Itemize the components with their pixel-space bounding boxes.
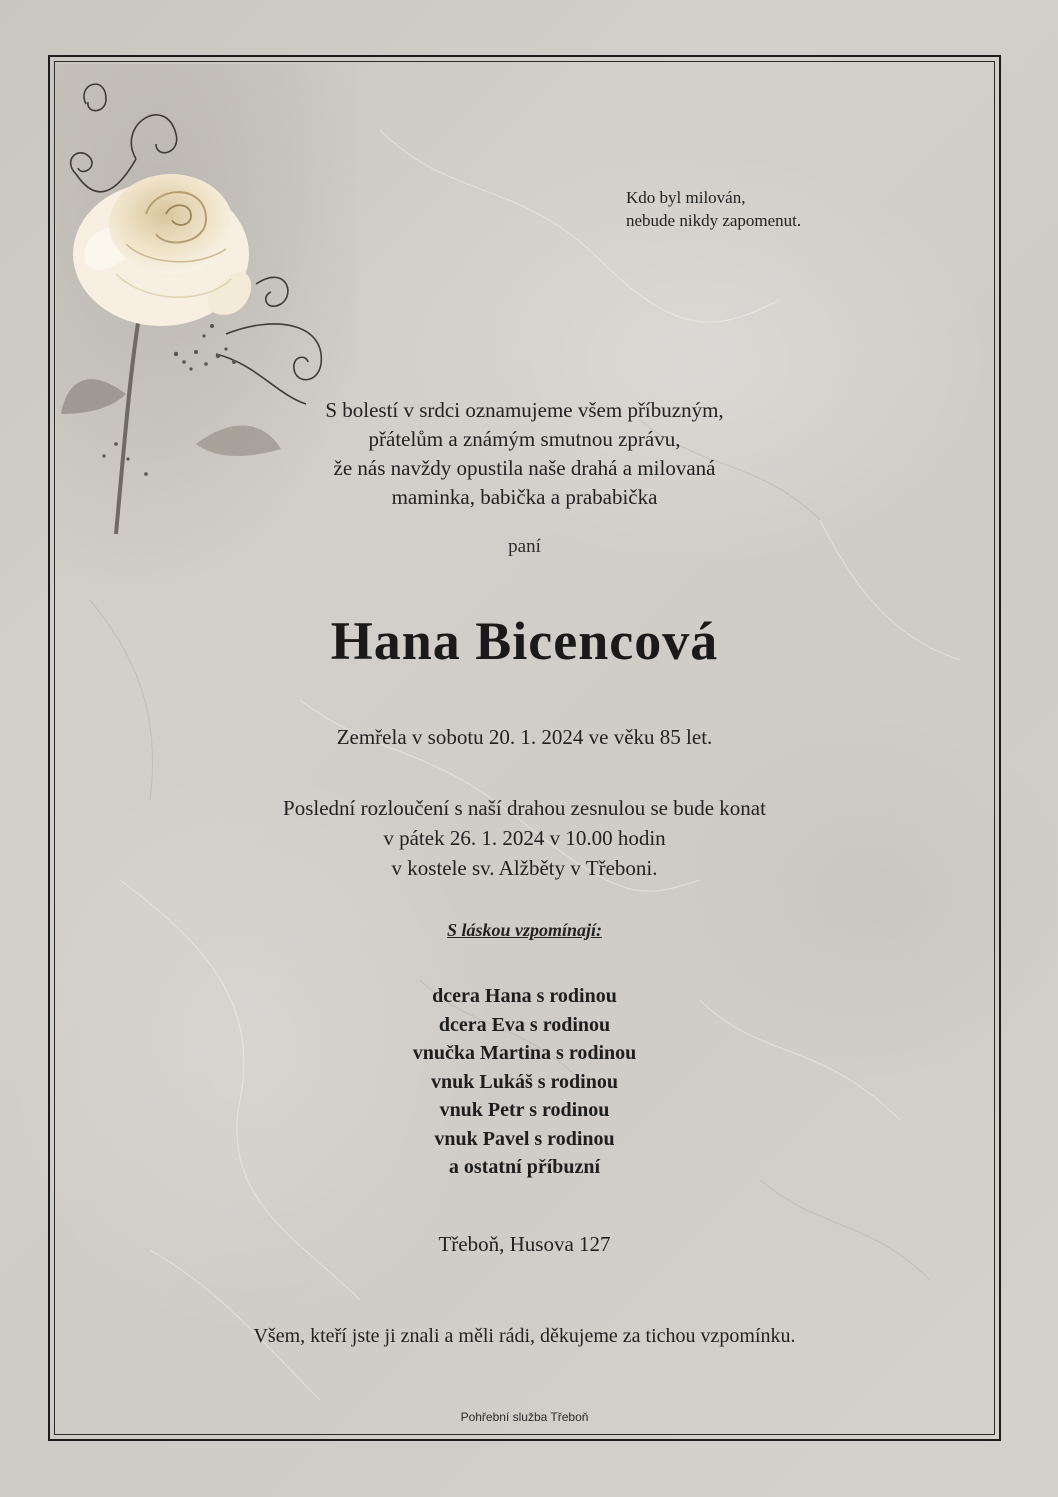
epigraph-line: Kdo byl milován, [626, 188, 746, 207]
mourner-item: dcera Hana s rodinou [432, 985, 617, 1007]
announcement-line: že nás navždy opustila naše drahá a milovaná [333, 456, 716, 480]
mourner-item: vnuk Petr s rodinou [439, 1099, 610, 1121]
thanks-note: Všem, kteří jste ji znali a měli rádi, děkujeme za tichou vzpomínku. [253, 1325, 796, 1347]
deceased-name: Hana Bicencová [330, 611, 719, 671]
mourners-list [54, 982, 995, 1182]
death-notice: Zemřela v sobotu 20. 1. 2024 ve věku 85 let. [336, 725, 713, 749]
announcement-line: přátelům a známým smutnou zprávu, [368, 427, 681, 451]
farewell-line: v pátek 26. 1. 2024 v 10.00 hodin [383, 826, 666, 850]
address: Třeboň, Husova 127 [438, 1232, 611, 1256]
farewell-details [54, 793, 995, 883]
honorific: paní [508, 536, 541, 557]
announcement-text [54, 396, 995, 512]
funeral-service-credit: Pohřební služba Třeboň [460, 1410, 589, 1424]
announcement-line: maminka, babička a prababička [391, 485, 658, 509]
mourner-item: vnuk Lukáš s rodinou [431, 1070, 618, 1093]
mourners-heading: S láskou vzpomínají: [446, 920, 603, 940]
mourner-item: a ostatní příbuzní [448, 1156, 601, 1178]
farewell-line: v kostele sv. Alžběty v Třeboni. [391, 856, 658, 880]
epigraph [626, 186, 926, 232]
mourner-item: vnuk Pavel s rodinou [434, 1127, 615, 1150]
announcement-line: S bolestí v srdci oznamujeme všem příbuzným, [325, 398, 724, 422]
mourner-item: dcera Eva s rodinou [438, 1013, 611, 1036]
mourner-item: vnučka Martina s rodinou [412, 1042, 637, 1064]
epigraph-line: nebude nikdy zapomenut. [626, 211, 802, 230]
farewell-line: Poslední rozloučení s naší drahou zesnulou se bude konat [283, 796, 766, 820]
